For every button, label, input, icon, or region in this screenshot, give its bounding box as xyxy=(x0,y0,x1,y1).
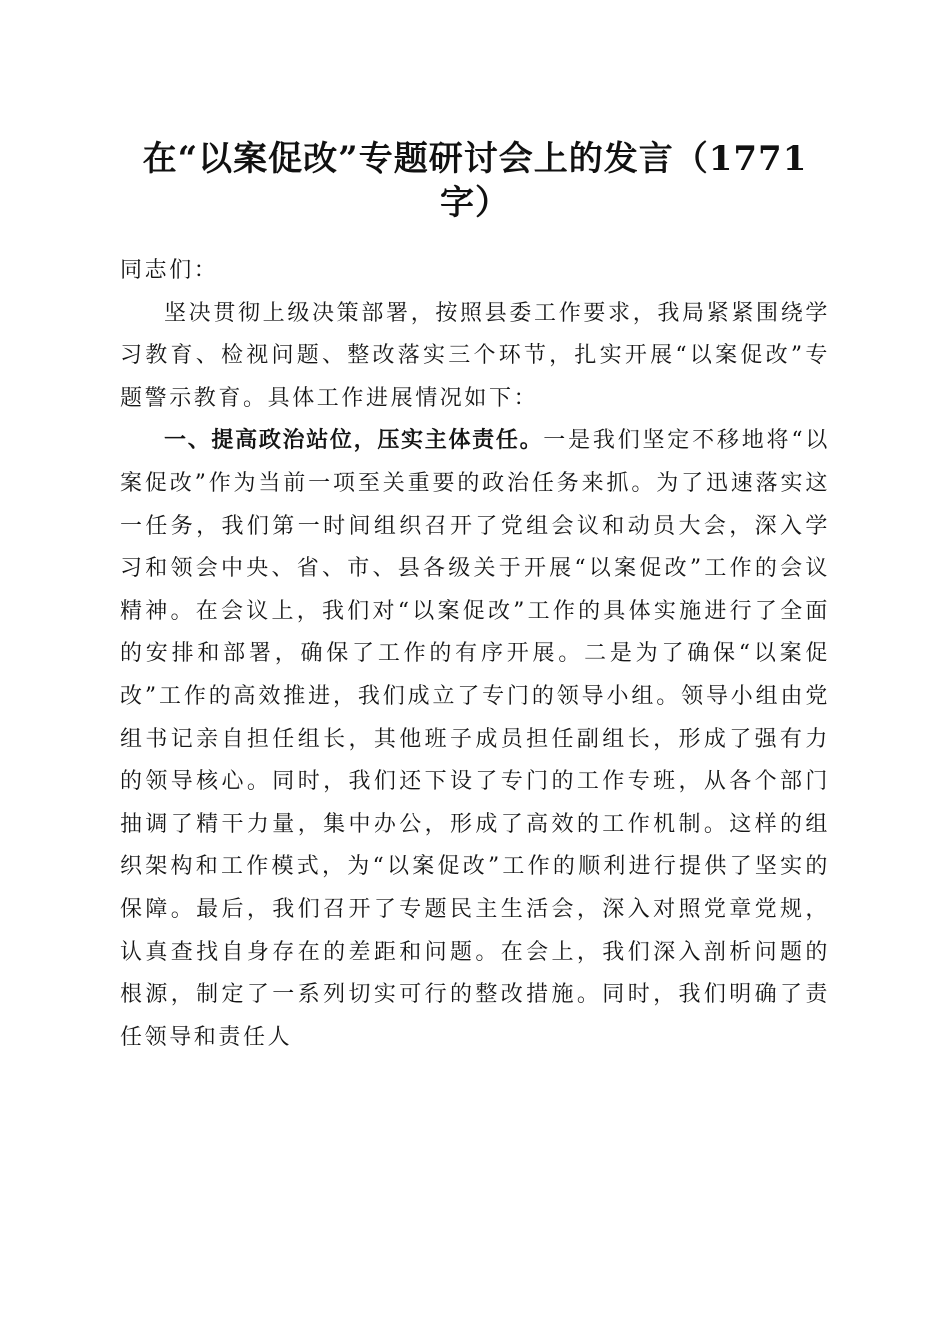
intro-paragraph: 坚决贯彻上级决策部署，按照县委工作要求，我局紧紧围绕学习教育、检视问题、整改落实三个环节，扎实开展“以案促改”专题警示教育。具体工作进展情况如下： xyxy=(120,300,830,411)
section-1-paragraph xyxy=(120,420,830,1059)
section-1-heading: 一、提高政治站位，压实主体责任。 xyxy=(164,428,544,454)
title-line-2: 字） xyxy=(440,183,510,223)
title-line-1: 在“以案促改”专题研讨会上的发言（1771 xyxy=(142,139,808,179)
salutation: 同志们： xyxy=(120,258,219,283)
section-1-body: 一是我们坚定不移地将“以案促改”作为当前一项至关重要的政治任务来抓。为了迅速落实这一任务，我们第一时间组织召开了党组会议和动员大会，深入学习和领会中央、省、市、县各级关于开展“以案促改”工作的会议精神。在会议上，我们对“以案促改”工作的具体实施进行了全面的安排和部署，确保了工作的有序开展。二是为了确保“以案促改”工作的高效推进，我们成立了专门的领导小组。领导小组由党组书记亲自担任组长，其他班子成员担任副组长，形成了强有力的领导核心。同时，我们还下设了专门的工作专班，从各个部门抽调了精干力量，集中办公，形成了高效的工作机制。这样的组织架构和工作模式，为“以案促改”工作的顺利进行提供了坚实的保障。最后，我们召开了专题民主生活会，深入对照党章党规，认真查找自身存在的差距和问题。在会上，我们深入剖析问题的根源，制定了一系列切实可行的整改措施。同时，我们明确了责任领导和责任人 xyxy=(120,428,830,1050)
document-title xyxy=(120,137,830,225)
document-body xyxy=(120,250,830,1059)
